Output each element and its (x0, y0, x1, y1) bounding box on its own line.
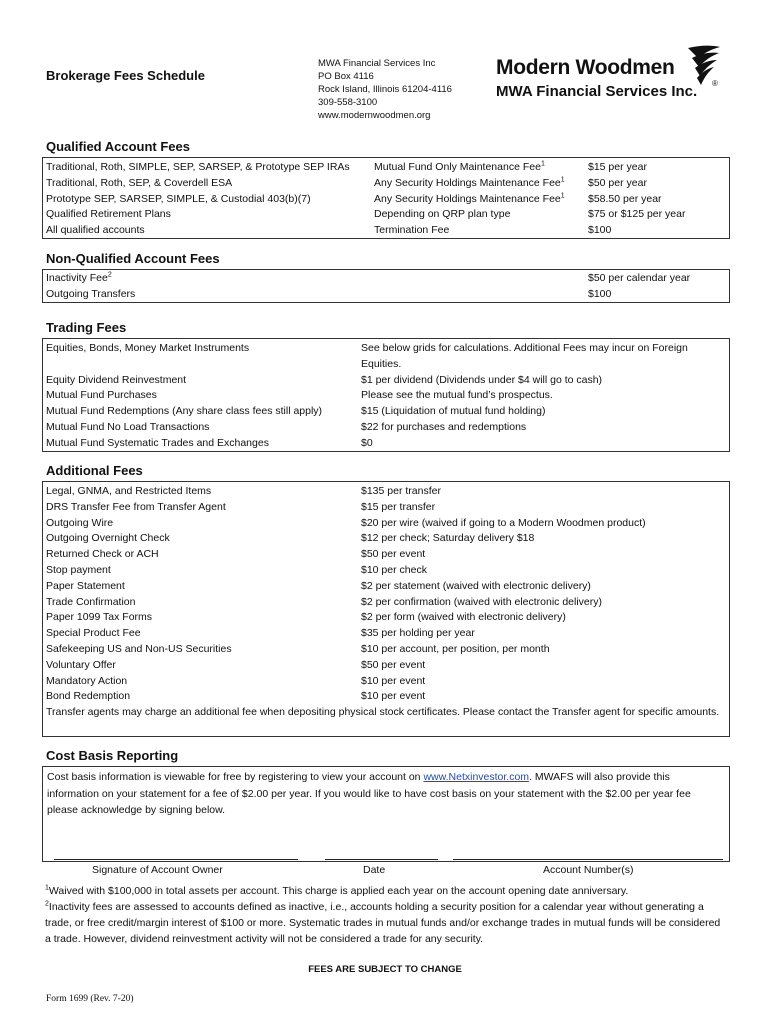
fee-name: Outgoing Overnight Check (46, 532, 170, 545)
fee-amount: $12 per check; Saturday delivery $18 (361, 532, 535, 545)
cost-basis-text-continued: . MWAFS will also provide this information on your statement for a fee of $2.00 per year. If you would like to have cost basis on your statement with the $2.00 per year fee please acknowledge by signing below. (47, 771, 691, 816)
company-logo (496, 44, 726, 104)
table-row (43, 176, 729, 192)
fee-name: Inactivity Fee (46, 272, 108, 284)
footnote-ref: 1 (540, 160, 545, 168)
fee-name: Trade Confirmation (46, 595, 136, 608)
fee-name: Bond Redemption (46, 690, 131, 703)
table-row (43, 404, 729, 420)
logo-main-text: Modern Woodmen (496, 56, 675, 79)
fee-name: Mutual Fund Systematic Trades and Exchanges (46, 436, 269, 449)
trading-fees-box (42, 338, 730, 452)
date-line[interactable] (325, 859, 438, 860)
table-row (43, 642, 729, 658)
fee-name: Legal, GNMA, and Restricted Items (46, 485, 212, 497)
table-row (43, 207, 729, 223)
table-row (43, 192, 729, 208)
company-address (318, 57, 452, 122)
table-row (43, 563, 729, 579)
logo-sub-text: MWA Financial Services Inc. (496, 83, 698, 100)
fee-name: Termination Fee (374, 224, 450, 237)
cost-basis-text: Cost basis information is viewable for free by registering to view your account on (47, 771, 424, 783)
account-type: Qualified Retirement Plans (46, 208, 171, 221)
fee-amount: $135 per transfer (361, 485, 441, 497)
qualified-section-title: Qualified Account Fees (46, 139, 190, 154)
transfer-agent-note: Transfer agents may charge an additional fee when depositing physical stock certificates. Please contact the Transfer agent for specific amounts. (46, 706, 720, 719)
fee-amount: $2 per statement (waived with electronic delivery) (361, 579, 591, 592)
fee-amount: $2 per form (waived with electronic delivery) (361, 611, 566, 624)
fee-name: Special Product Fee (46, 627, 141, 640)
fee-amount: $15 (Liquidation of mutual fund holding) (361, 405, 546, 418)
fee-name: Outgoing Transfers (46, 287, 136, 300)
footnote-text: Inactivity fees are assessed to accounts defined as inactive, i.e., accounts holding a security position for a calendar year without generating a trade, or free credit/margin interest of $100 or more. Systematic trades in mutual funds and/or exchange trades in mutual funds will be considered a trade. However, dividend reinvestment activity will not be considered a trade for any security. (45, 901, 721, 945)
fee-amount: $0 (361, 436, 373, 449)
table-row (43, 388, 729, 404)
account-type: Traditional, Roth, SEP, & Coverdell ESA (46, 176, 233, 189)
fees-change-notice: FEES ARE SUBJECT TO CHANGE (308, 964, 462, 975)
footnote-number: 1 (45, 884, 49, 892)
fee-amount: $15 per transfer (361, 500, 436, 513)
account-number-label: Account Number(s) (543, 864, 634, 876)
fee-name: Equities, Bonds, Money Market Instruments (46, 342, 250, 354)
signature-line[interactable] (54, 859, 298, 860)
additional-section-title: Additional Fees (46, 463, 143, 478)
form-number: Form 1699 (Rev. 7-20) (46, 994, 134, 1004)
additional-fees-box (42, 481, 730, 737)
fee-amount: $10 per account, per position, per month (361, 642, 550, 655)
table-row (43, 516, 729, 532)
fee-amount: $50 per event (361, 658, 426, 671)
cost-basis-box (42, 766, 730, 862)
table-row (43, 373, 729, 389)
table-row (43, 341, 729, 373)
fee-amount: Please see the mutual fund’s prospectus. (361, 389, 553, 402)
table-row (43, 287, 729, 303)
fee-amount: $75 or $125 per year (588, 208, 686, 221)
table-row (43, 689, 729, 705)
table-row (43, 500, 729, 516)
table-row (43, 658, 729, 674)
fee-name: Mutual Fund Redemptions (Any share class fees still apply) (46, 405, 323, 418)
fee-name: Mutual Fund No Load Transactions (46, 420, 210, 433)
qualified-fees-box (42, 157, 730, 239)
fee-amount: $10 per check (361, 563, 427, 576)
fee-name: Any Security Holdings Maintenance Fee (374, 176, 561, 189)
fee-amount: $10 per event (361, 674, 426, 687)
table-row (43, 160, 729, 176)
registered-mark: ® (712, 79, 718, 88)
address-line: PO Box 4116 (318, 71, 374, 82)
cost-basis-section-title: Cost Basis Reporting (46, 748, 179, 763)
fee-amount: $10 per event (361, 690, 426, 703)
address-line: Rock Island, Illinois 61204-4116 (318, 84, 452, 95)
signature-label: Signature of Account Owner (92, 864, 223, 876)
fee-name: DRS Transfer Fee from Transfer Agent (46, 500, 226, 513)
fee-name: Outgoing Wire (46, 516, 114, 529)
fee-name: Returned Check or ACH (46, 548, 159, 561)
table-row (43, 531, 729, 547)
fee-name: Paper 1099 Tax Forms (46, 611, 153, 624)
account-type: All qualified accounts (46, 224, 145, 237)
footnote-number: 2 (45, 900, 49, 908)
fee-name: Mandatory Action (46, 674, 128, 687)
fee-amount: $100 (588, 224, 612, 237)
page-title: Brokerage Fees Schedule (46, 68, 205, 83)
address-line: 309-558-3100 (318, 97, 378, 108)
fee-name: Mutual Fund Only Maintenance Fee (374, 161, 541, 173)
table-row (43, 595, 729, 611)
footnote (45, 883, 725, 899)
nonqualified-section-title: Non-Qualified Account Fees (46, 251, 220, 266)
table-row (43, 271, 729, 287)
table-row (43, 626, 729, 642)
address-website: www.modernwoodmen.org (318, 110, 431, 121)
footnote-ref: 1 (560, 192, 565, 200)
fee-amount: $50 per year (588, 176, 647, 189)
fee-amount: $15 per year (588, 161, 647, 173)
account-type: Traditional, Roth, SIMPLE, SEP, SARSEP, & Prototype SEP IRAs (46, 161, 350, 173)
table-row (43, 547, 729, 563)
account-number-line[interactable] (453, 859, 723, 860)
fee-amount: $50 per event (361, 548, 426, 561)
fee-amount: $35 per holding per year (361, 627, 475, 640)
table-row (43, 223, 729, 239)
footnotes (45, 883, 725, 947)
trading-section-title: Trading Fees (46, 320, 127, 335)
fee-name: Stop payment (46, 563, 111, 576)
fee-amount: $20 per wire (waived if going to a Modern Woodmen product) (361, 516, 646, 529)
fee-amount: $58.50 per year (588, 192, 662, 205)
footnote-text: Waived with $100,000 in total assets per account. This charge is applied each year on the account opening date anniversary. (48, 885, 629, 897)
table-row (43, 436, 729, 452)
table-row (43, 674, 729, 690)
fee-amount: $22 for purchases and redemptions (361, 420, 527, 433)
fee-name: Safekeeping US and Non-US Securities (46, 642, 232, 655)
nonqualified-fees-box (42, 269, 730, 303)
fee-name: Paper Statement (46, 579, 125, 592)
footnote-ref: 2 (107, 271, 112, 279)
fee-name: Voluntary Offer (46, 658, 116, 671)
date-label: Date (363, 864, 386, 876)
account-type: Prototype SEP, SARSEP, SIMPLE, & Custodial 403(b)(7) (46, 192, 311, 205)
netxinvestor-link[interactable]: www.Netxinvestor.com (423, 771, 530, 783)
fee-name: Any Security Holdings Maintenance Fee (374, 192, 561, 205)
fee-amount: $100 (588, 287, 612, 300)
table-row (43, 610, 729, 626)
table-row (43, 484, 729, 500)
fee-name: Equity Dividend Reinvestment (46, 373, 187, 386)
table-row (43, 579, 729, 595)
fee-amount: $2 per confirmation (waived with electronic delivery) (361, 595, 603, 608)
address-line: MWA Financial Services Inc (318, 58, 436, 69)
fee-amount: $1 per dividend (Dividends under $4 will go to cash) (361, 373, 603, 386)
footnote (45, 899, 725, 947)
fee-amount: See below grids for calculations. Additional Fees may incur on Foreign Equities. (361, 342, 688, 370)
fee-amount: $50 per calendar year (588, 272, 691, 284)
fee-name: Depending on QRP plan type (374, 208, 511, 221)
fee-name: Mutual Fund Purchases (46, 389, 157, 402)
footnote-ref: 1 (560, 176, 565, 184)
table-row (43, 420, 729, 436)
